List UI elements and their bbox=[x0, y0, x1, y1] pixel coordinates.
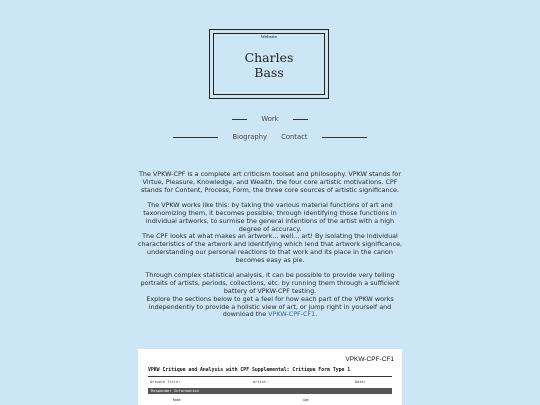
logo-name-line1: Charles bbox=[244, 50, 294, 65]
intro-text bbox=[134, 171, 406, 319]
critique-form-preview[interactable] bbox=[138, 349, 402, 405]
intro-paragraph: The VPKW-CPF is a complete art criticism toolset and philosophy. VPKW stands for Virtue, Pleasure, Knowledge, and Wealth, the four core artistic motivations. CPF stands for Content, Process, Form, the three core sources of artistic significance. bbox=[139, 170, 401, 194]
nav-rule bbox=[173, 137, 218, 138]
intro-paragraph bbox=[134, 296, 406, 319]
nav-rule bbox=[232, 119, 247, 120]
form-field-date: Date: bbox=[355, 380, 366, 384]
form-field-artist: Artist: bbox=[253, 380, 269, 384]
download-suffix: . bbox=[315, 310, 318, 319]
form-subfield-age: Age bbox=[303, 398, 309, 402]
form-code: VPKW-CPF-CF1 bbox=[345, 356, 394, 363]
nav-rule bbox=[322, 137, 367, 138]
download-link[interactable]: VPKW-CPF-CF1 bbox=[268, 310, 316, 319]
nav-row-top bbox=[0, 115, 540, 123]
nav-link-work[interactable]: Work bbox=[261, 115, 279, 123]
logo-name bbox=[210, 50, 328, 80]
nav-row-bottom bbox=[0, 133, 540, 141]
intro-paragraph: Through complex statistical analysis, it can be possible to provide very telling portraits of artists, periods, collections, etc. by running them through a sufficient battery of VPKW-CPF testing. bbox=[140, 271, 400, 295]
form-divider bbox=[148, 376, 392, 377]
nav-link-contact[interactable]: Contact bbox=[281, 133, 308, 141]
nav-rule bbox=[293, 119, 308, 120]
intro-paragraph: The VPKW works like this: by taking the various material functions of art and taxonomizing them, it becomes possible, through identifying those functions in individual artworks, to surmise the general intentions of the artist with a high degree of accuracy. bbox=[143, 201, 397, 233]
site-logo[interactable] bbox=[209, 29, 329, 99]
download-prefix: Explore the sections below to get a feel for how each part of the VPKW works independently to provide a holistic view of art, or jump right in yourself and download the bbox=[146, 294, 394, 319]
form-field-artwork: Artwork Title: bbox=[150, 380, 181, 384]
form-section-header: Responder Information bbox=[148, 388, 392, 394]
intro-paragraph: The CPF looks at what makes an artwork... well... art! By isolating the individual characteristics of the artwork and identifying which lend that artwork significance, understanding our personal reactions to that work and its place in the canon becomes easy as pie. bbox=[137, 232, 403, 264]
logo-small-label: Website bbox=[260, 34, 278, 39]
form-title: VPKW Critique and Analysis with CPF Supplemental: Critique Form Type 1 bbox=[148, 368, 351, 373]
form-subfield-name: Name bbox=[173, 398, 181, 402]
logo-name-line2: Bass bbox=[254, 65, 284, 80]
nav-link-biography[interactable]: Biography bbox=[232, 133, 268, 141]
